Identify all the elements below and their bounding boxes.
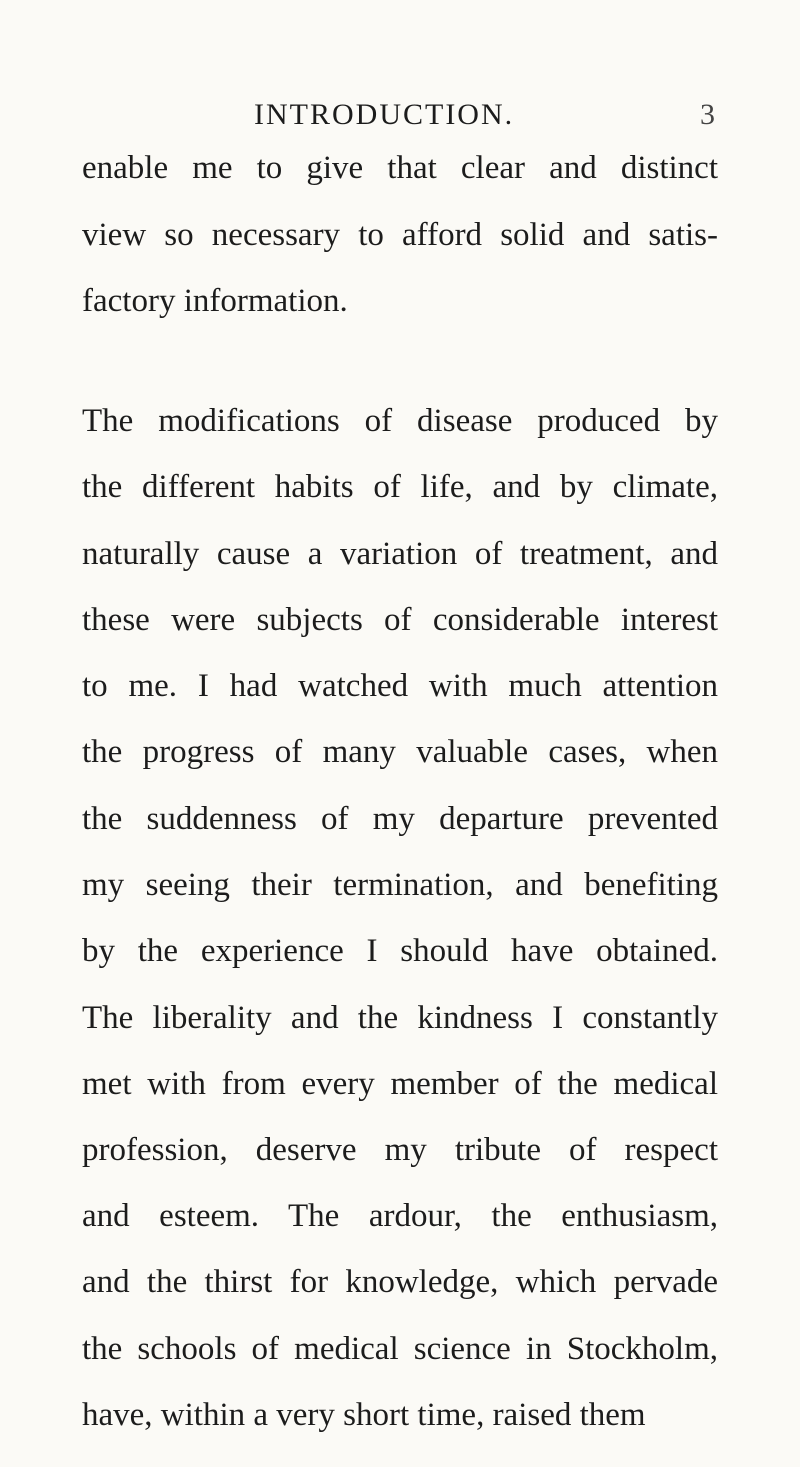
text-line: my seeing their termination, and benefiting [82,867,718,903]
text-line: to me. I had watched with much attention [82,668,718,704]
text-line: naturally cause a variation of treatment, and [82,536,718,572]
text-line: and the thirst for knowledge, which pervade [82,1264,718,1300]
text-line: met with from every member of the medical [82,1066,718,1102]
text-line: the schools of medical science in Stockholm, [82,1331,718,1367]
text-line: these were subjects of considerable interest [82,602,718,638]
running-head [254,95,754,135]
page-number: 3 [700,98,715,131]
text-line: view so necessary to afford solid and satis- [82,217,718,253]
text-line: profession, deserve my tribute of respect [82,1132,718,1168]
text-line: the suddenness of my departure prevented [82,801,718,837]
text-line: factory information. [82,283,348,319]
text-line: The modifications of disease produced by [82,403,718,439]
text-line: the different habits of life, and by climate, [82,469,718,505]
text-line: have, within a very short time, raised them [82,1397,646,1433]
running-title: INTRODUCTION. [254,98,515,131]
text-line: enable me to give that clear and distinct [82,150,718,186]
text-line: The liberality and the kindness I constantly [82,1000,718,1036]
text-line: and esteem. The ardour, the enthusiasm, [82,1198,718,1234]
text-line: the progress of many valuable cases, when [82,734,718,770]
text-line: by the experience I should have obtained. [82,933,718,969]
